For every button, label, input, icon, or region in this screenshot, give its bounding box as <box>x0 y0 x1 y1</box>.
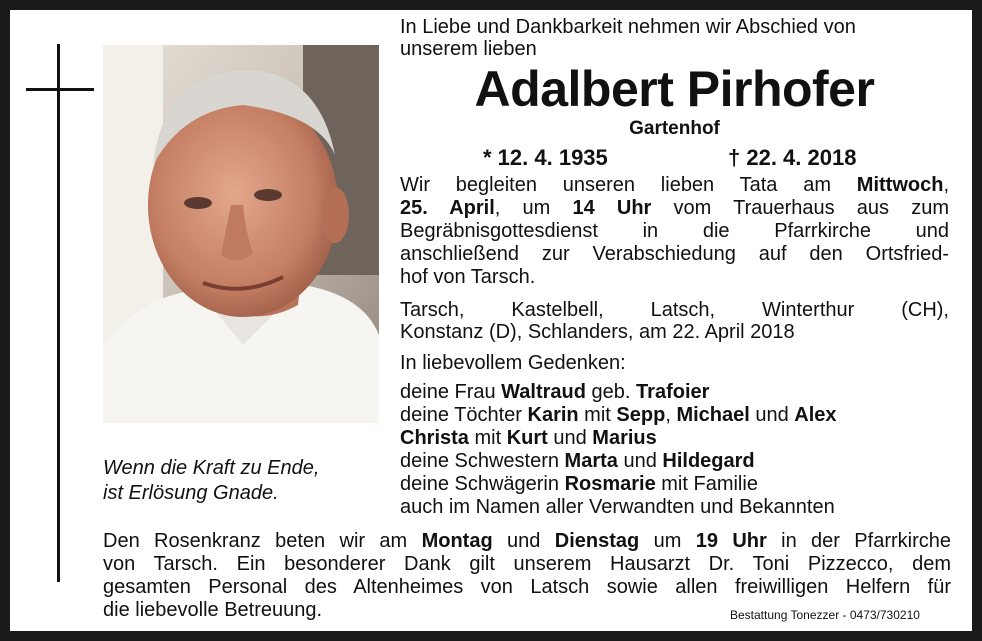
text: und <box>547 427 593 449</box>
cross-horizontal-bar <box>26 88 94 91</box>
name: Hildegard <box>662 450 755 472</box>
text: vom Trauerhaus aus zum <box>651 197 949 219</box>
text: mit <box>578 404 617 426</box>
cross-vertical-bar <box>57 44 60 582</box>
text: , <box>665 404 677 426</box>
mourner-all: auch im Namen aller Verwandten und Bekannten <box>400 496 835 518</box>
house-name: Gartenhof <box>629 118 720 139</box>
rosary-line-3: gesamten Personal des Altenheimes von Latsch sowie allen freiwilligen Helfern für <box>103 576 951 598</box>
weekday: Montag <box>421 530 493 552</box>
birth-date: * 12. 4. 1935 <box>483 145 608 170</box>
funeral-line-5: hof von Tarsch. <box>400 266 536 288</box>
intro-line-1: In Liebe und Dankbarkeit nehmen wir Abschied von <box>400 16 856 38</box>
death-date: † 22. 4. 2018 <box>728 145 857 170</box>
quote <box>103 456 319 506</box>
time: 14 Uhr <box>572 197 652 219</box>
text: mit Familie <box>655 473 758 495</box>
weekday: Mittwoch <box>856 174 944 196</box>
text: , <box>943 174 949 196</box>
mourner-wife <box>400 381 709 404</box>
text: deine Schwägerin <box>400 473 565 495</box>
places-line-2: Konstanz (D), Schlanders, am 22. April 2018 <box>400 321 795 343</box>
portrait-illustration <box>103 45 379 423</box>
text: mit <box>468 427 507 449</box>
name: Marius <box>592 427 657 449</box>
name: Kurt <box>506 427 548 449</box>
quote-line-1: Wenn die Kraft zu Ende, <box>103 457 320 479</box>
name: Michael <box>676 404 750 426</box>
places-line-1: Tarsch, Kastelbell, Latsch, Winterthur (CH), <box>400 299 949 321</box>
text: deine Töchter <box>400 404 528 426</box>
name: Sepp <box>616 404 666 426</box>
funeral-home-credit: Bestattung Tonezzer - 0473/730210 <box>730 608 920 622</box>
text: geb. <box>586 381 637 403</box>
text: um <box>639 530 696 552</box>
text: und <box>617 450 663 472</box>
mourner-inlaws <box>400 473 758 496</box>
name: Rosmarie <box>564 473 656 495</box>
text: deine Schwestern <box>400 450 565 472</box>
name: Trafoier <box>636 381 710 403</box>
text: , um <box>494 197 573 219</box>
mourner-sisters <box>400 450 755 473</box>
name: Waltraud <box>501 381 586 403</box>
mourner-daughters <box>400 404 837 427</box>
text: und <box>492 530 555 552</box>
funeral-line-4: anschließend zur Verabschiedung auf den Ortsfried- <box>400 243 949 265</box>
text: deine Frau <box>400 381 502 403</box>
mourner-christa <box>400 427 657 450</box>
name: Christa <box>400 427 469 449</box>
name: Alex <box>794 404 837 426</box>
funeral-line-1 <box>400 174 949 197</box>
date: 25. April <box>400 197 495 219</box>
text: Wir begleiten unseren lieben Tata am <box>400 174 857 196</box>
intro-line-2: unserem lieben <box>400 38 537 60</box>
rosary-line-4: die liebevolle Betreuung. <box>103 599 323 621</box>
memory-label: In liebevollem Gedenken: <box>400 352 626 374</box>
time: 19 Uhr <box>695 530 767 552</box>
text: in der Pfarrkirche <box>766 530 951 552</box>
name: Karin <box>527 404 579 426</box>
rosary-line-2: von Tarsch. Ein besonderer Dank gilt unserem Hausarzt Dr. Toni Pizzecco, dem <box>103 553 951 575</box>
portrait-photo <box>103 45 379 423</box>
text: und <box>749 404 795 426</box>
weekday: Dienstag <box>554 530 640 552</box>
funeral-line-2 <box>400 197 949 220</box>
quote-line-2: ist Erlösung Gnade. <box>103 482 279 504</box>
text: Den Rosenkranz beten wir am <box>103 530 422 552</box>
deceased-name: Adalbert Pirhofer <box>474 61 875 117</box>
name: Marta <box>564 450 618 472</box>
rosary-line-1 <box>103 530 951 553</box>
funeral-line-3: Begräbnisgottesdienst in die Pfarrkirche und <box>400 220 949 242</box>
